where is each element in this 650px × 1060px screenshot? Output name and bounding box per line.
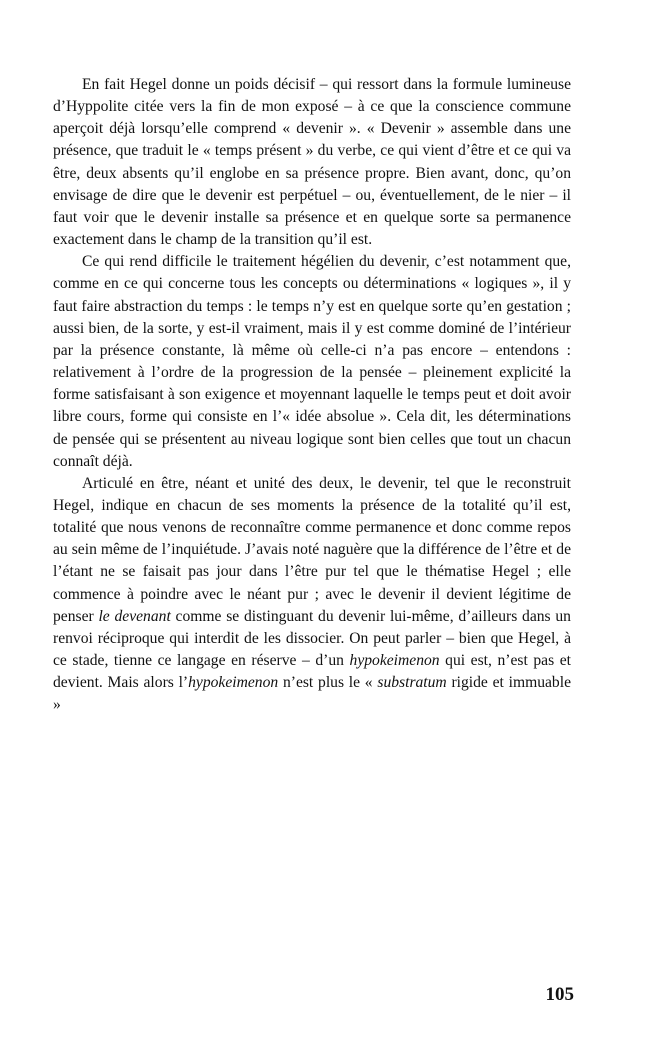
- paragraph: [53, 473, 571, 717]
- paragraph: [53, 251, 571, 473]
- page-number: 105: [545, 984, 574, 1005]
- italic-text: hypokeimenon: [349, 652, 440, 670]
- text-segment: qui est, n’est pas et devient. Mais alors l’: [53, 652, 571, 692]
- italic-text: substratum: [377, 674, 447, 692]
- paragraph: [53, 74, 571, 251]
- text-segment: n’est plus le «: [278, 674, 378, 692]
- text-segment: Articulé en être, néant et unité des deux, le devenir, tel que le reconstruit Hegel, indique en chacun de ses moments la présence de la totalité qu’il est, totalité que nous venons de reconnaître comme permanence et donc comme repos au sein même de l’inquiétude. J’avais noté naguère que la différence de l’être et de l’étant ne se faisait pas jour dans l’être pur tel que le thématise Hegel ; elle commence à poindre avec le néant pur ; avec le devenir il devient légitime de penser: [53, 474, 571, 625]
- text-segment: comme se distinguant du devenir lui-même, d’ailleurs dans un renvoi réciproque qui interdit de les dissocier. On peut parler – bien que Hegel, à ce stade, tienne ce langage en réserve – d’un: [53, 607, 571, 670]
- italic-text: le devenant: [98, 607, 171, 625]
- text-segment: rigide et immuable »: [53, 674, 571, 714]
- italic-text: hypokeimenon: [188, 674, 279, 692]
- text-segment: En fait Hegel donne un poids décisif – qui ressort dans la formule lumineuse d’Hyppolite citée vers la fin de mon exposé – à ce que la conscience commune aperçoit déjà lorsqu’elle comprend « devenir ». « Devenir » assemble dans une présence, que traduit le « temps présent » du verbe, ce qui vient d’être et ce qui va être, deux absents qu’il englobe en sa présence propre. Bien avant, donc, qu’on envisage de dire que le devenir est perpétuel – ou, éventuellement, de le nier – il faut voir que le devenir installe sa présence et en quelque sorte sa permanence exactement dans le champ de la transition qu’il est.: [53, 76, 571, 249]
- body-text: [53, 74, 571, 717]
- text-segment: Ce qui rend difficile le traitement hégélien du devenir, c’est notamment que, comme en ce qui concerne tous les concepts ou déterminations « logiques », il y faut faire abstraction du temps : le temps n’y est en quelque sorte qu’en gestation ; aussi bien, de la sorte, y est-il vraiment, mais il y est comme dominé de l’intérieur par la présence constante, là même où celle-ci n’a pas encore – entendons : relativement à l’ordre de la progression de la pensée – pleinement explicité la forme satisfaisant à son exigence et moyennant laquelle le temps peut et doit avoir libre cours, forme qui consiste en l’« idée absolue ». Cela dit, les déterminations de pensée qui se présentent au niveau logique sont bien celles que tout un chacun connaît déjà.: [53, 253, 571, 470]
